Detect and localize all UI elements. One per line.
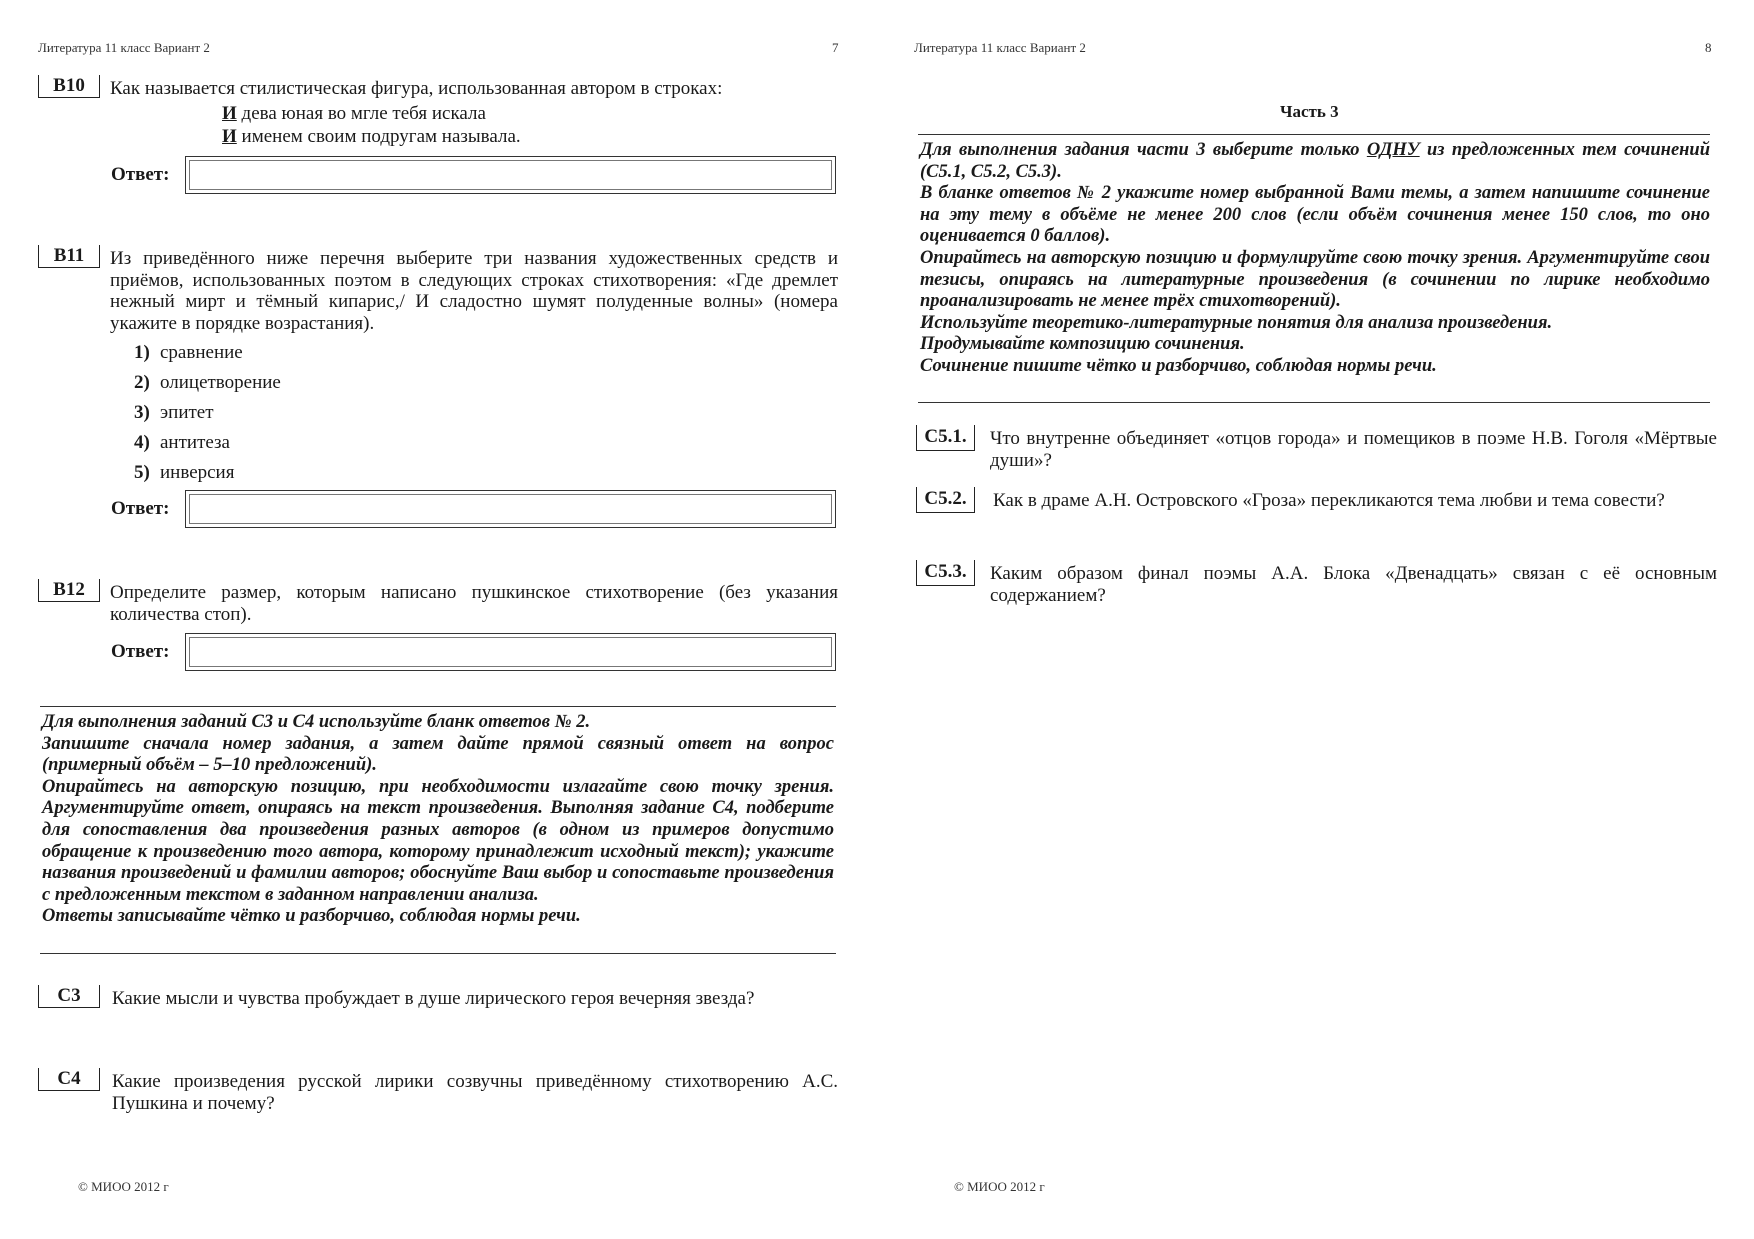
task-b12-answer-field[interactable] [185, 633, 836, 671]
task-b12-question: Определите размер, которым написано пушкинское стихотворение (без указания количества стоп). [110, 582, 838, 625]
option-3: 3) эпитет [134, 402, 214, 423]
task-c5-2-label: С5.2. [916, 487, 975, 513]
task-c5-1-label: С5.1. [916, 425, 975, 451]
right-page-header: Литература 11 класс Вариант 2 [914, 40, 1086, 55]
option-2: 2) олицетворение [134, 372, 281, 393]
task-b12-label: B12 [38, 579, 100, 602]
instruction-line: Ответы записывайте чётко и разборчиво, соблюдая нормы речи. [42, 906, 581, 927]
task-b11-question: Из приведённого ниже перечня выберите три названия художественных средств и приёмов, использованных поэтом в следующих строках стихотворения: «Где дремлет нежный мирт и тёмный кипарис,/ И сладостно шумят полуденные волны» (номера укажите в порядке возрастания). [110, 248, 838, 334]
task-c3-label: С3 [38, 985, 100, 1008]
task-c5-3-label: С5.3. [916, 560, 975, 586]
instruction-line: Опирайтесь на авторскую позицию, при необходимости излагайте свою точку зрения. Аргументируйте ответ, опираясь на текст произведения. Выполняя задание С4, подберите для сопоставления два произведения разных авторов (в одном из примеров допустимо обращение к произведению того автора, которому принадлежит исходный текст); укажите названия произведений и фамилии авторов; обоснуйте Ваш выбор и сопоставьте произведения с предложенным текстом в заданном направлении анализа. [42, 776, 834, 905]
task-b11-answer-field[interactable] [185, 490, 836, 528]
part3-top-rule [918, 134, 1710, 135]
task-b10-quote [222, 102, 521, 148]
task-b10-answer-label: Ответ: [111, 164, 170, 185]
quote-line-1: И дева юная во мгле тебя искала [222, 103, 486, 124]
part3-bottom-rule [918, 402, 1710, 403]
instruction-line: Используйте теоретико-литературные понятия для анализа произведения. [920, 312, 1553, 333]
instruction-line: Запишите сначала номер задания, а затем дайте прямой связный ответ на вопрос (примерный объём – 5–10 предложений). [42, 733, 834, 776]
instruction-line: Опирайтесь на авторскую позицию и формулируйте свою точку зрения. Аргументируйте свои тезисы, опираясь на литературные произведения (в сочинении по лирике необходимо проанализировать не менее трёх стихотворений). [920, 247, 1710, 312]
task-b11-label: B11 [38, 245, 100, 268]
option-1: 1) сравнение [134, 342, 243, 363]
task-b10-question: Как называется стилистическая фигура, использованная автором в строках: [110, 78, 723, 99]
quote-line-2: И именем своим подругам называла. [222, 126, 521, 147]
left-page-header: Литература 11 класс Вариант 2 [38, 40, 210, 55]
task-c4-question: Какие произведения русской лирики созвучны приведённому стихотворению А.С. Пушкина и почему? [112, 1071, 838, 1114]
part-3-title: Часть 3 [1280, 102, 1339, 121]
instruction-line: Для выполнения задания части 3 выберите только ОДНУ из предложенных тем сочинений (С5.1, С5.2, С5.3). [920, 140, 1711, 182]
left-page-number: 7 [832, 40, 839, 55]
task-b12-answer-label: Ответ: [111, 641, 170, 662]
instructions-top-rule [40, 706, 836, 707]
task-b10-label: B10 [38, 75, 100, 98]
instruction-line: Для выполнения заданий С3 и С4 используйте бланк ответов № 2. [42, 712, 591, 732]
instruction-line: Сочинение пишите чётко и разборчиво, соблюдая нормы речи. [920, 355, 1437, 376]
task-b11-answer-label: Ответ: [111, 498, 170, 519]
task-c5-1-question: Что внутренне объединяет «отцов города» и помещиков в поэме Н.В. Гоголя «Мёртвые души»? [990, 428, 1717, 471]
option-5: 5) инверсия [134, 462, 235, 483]
instructions-bottom-rule [40, 953, 836, 954]
task-c5-3-question: Каким образом финал поэмы А.А. Блока «Двенадцать» связан с её основным содержанием? [990, 563, 1717, 606]
task-b10-answer-field[interactable] [185, 156, 836, 194]
task-c4-label: С4 [38, 1068, 100, 1091]
left-page-footer: © МИОО 2012 г [78, 1179, 169, 1194]
instruction-line: В бланке ответов № 2 укажите номер выбранной Вами темы, а затем напишите сочинение на эту тему в объёме не менее 200 слов (если объём сочинения менее 150 слов, то оно оценивается 0 баллов). [920, 183, 1710, 247]
right-page-footer: © МИОО 2012 г [954, 1179, 1045, 1194]
option-4: 4) антитеза [134, 432, 230, 453]
task-c5-2-question: Как в драме А.Н. Островского «Гроза» перекликаются тема любви и тема совести? [993, 490, 1665, 511]
part-3-instructions [920, 140, 1710, 378]
instruction-line: Продумывайте композицию сочинения. [920, 334, 1245, 355]
task-c3-question: Какие мысли и чувства пробуждает в душе лирического героя вечерняя звезда? [112, 988, 755, 1009]
right-page-number: 8 [1705, 40, 1712, 55]
c3-c4-instructions [42, 712, 834, 928]
